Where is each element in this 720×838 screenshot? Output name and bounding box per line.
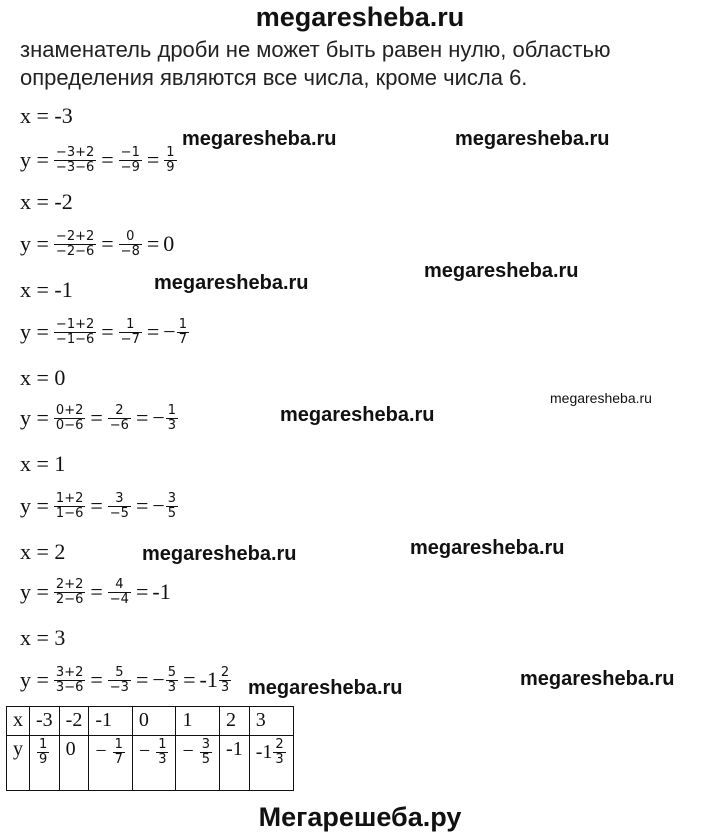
table-cell: -1 $\frac{2}{3}$: [249, 736, 293, 791]
y-calculation: y = $\frac{-2+2}{-2-6}$ = $\frac{0}{-8}$ = 0: [20, 228, 175, 259]
y-calculation: y = $\frac{3+2}{3-6}$ = $\frac{5}{-3}$ = − $\frac{5}{3}$ = -1 $\frac{2}{3}$: [20, 660, 232, 700]
fraction: $\frac{1}{3}$: [167, 402, 177, 433]
watermark: megaresheba.ru: [142, 543, 297, 565]
y-calculation: y = $\frac{-1+2}{-1-6}$ = $\frac{1}{-7}$ = − $\frac{1}{7}$: [20, 316, 187, 347]
mixed-number: -1 $\frac{2}{3}$: [199, 664, 230, 695]
fraction: $\frac{0}{-8}$: [120, 228, 140, 259]
x-value-line: x = 1: [20, 451, 66, 476]
fraction: $\frac{-3+2}{-3-6}$: [55, 144, 95, 175]
site-header: megaresheba.ru: [255, 2, 465, 32]
watermark: megaresheba.ru: [550, 390, 652, 406]
x-value-line: x = -3: [20, 103, 73, 128]
y-calculation: y = $\frac{-3+2}{-3-6}$ = $\frac{-1}{-9}$ = $\frac{1}{9}$: [20, 144, 175, 175]
table-cell: − $\frac{1}{3}$: [132, 736, 176, 791]
fraction: $\frac{-2+2}{-2-6}$: [55, 228, 95, 259]
x-value-line: x = 3: [20, 625, 66, 650]
table-cell: $\frac{1}{9}$: [30, 736, 60, 791]
fraction: $\frac{1+2}{1-6}$: [55, 490, 84, 521]
table-cell: 0: [132, 707, 176, 736]
x-value-line: x = -1: [20, 277, 73, 302]
y-label: y =: [20, 147, 49, 172]
fraction: $\frac{3}{-5}$: [109, 490, 129, 521]
intro-text: знаменатель дроби не может быть равен нулю, областью определения являются все числа, кроме числа 6.: [20, 37, 611, 90]
watermark: megaresheba.ru: [455, 128, 610, 150]
fraction: $\frac{5}{3}$: [167, 664, 177, 695]
fraction: $\frac{5}{-3}$: [109, 664, 129, 695]
watermark: megaresheba.ru: [248, 677, 403, 699]
fraction: $\frac{1}{9}$: [166, 144, 175, 175]
table-cell: − $\frac{1}{7}$: [89, 736, 133, 791]
table-cell: -1: [220, 736, 250, 791]
table-cell: − $\frac{3}{5}$: [176, 736, 220, 791]
fraction: $\frac{1}{-7}$: [120, 316, 140, 347]
watermark: megaresheba.ru: [410, 537, 565, 559]
x-value-line: x = 2: [20, 539, 66, 564]
watermark: megaresheba.ru: [182, 128, 337, 150]
y-calculation: y = $\frac{2+2}{2-6}$ = $\frac{4}{-4}$ = -1: [20, 576, 171, 607]
table-header-cell: x: [7, 707, 30, 736]
table-header-cell: y: [7, 736, 30, 791]
values-table: [6, 706, 294, 791]
x-value-line: x = -2: [20, 189, 73, 214]
fraction: $\frac{-1}{-9}$: [120, 144, 140, 175]
watermark: megaresheba.ru: [520, 668, 675, 690]
table-row-y: [7, 736, 294, 791]
fraction: $\frac{0+2}{0-6}$: [55, 402, 84, 433]
table-cell: 3: [249, 707, 293, 736]
watermark: megaresheba.ru: [424, 260, 579, 282]
fraction: $\frac{3+2}{3-6}$: [55, 664, 84, 695]
table-row-x: [7, 707, 294, 736]
table-cell: -3: [30, 707, 60, 736]
site-footer: Мегарешеба.ру: [258, 802, 462, 832]
table-cell: 2: [220, 707, 250, 736]
fraction: $\frac{4}{-4}$: [109, 576, 129, 607]
table-cell: -2: [59, 707, 89, 736]
table-cell: -1: [89, 707, 133, 736]
fraction: $\frac{3}{5}$: [167, 490, 177, 521]
watermark: megaresheba.ru: [154, 272, 309, 294]
watermark: megaresheba.ru: [280, 404, 435, 426]
table-cell: 0: [59, 736, 89, 791]
x-value-line: x = 0: [20, 365, 66, 390]
y-calculation: y = $\frac{0+2}{0-6}$ = $\frac{2}{-6}$ = − $\frac{1}{3}$: [20, 402, 177, 433]
table-cell: 1: [176, 707, 220, 736]
fraction: $\frac{2}{-6}$: [109, 402, 129, 433]
y-calculation: y = $\frac{1+2}{1-6}$ = $\frac{3}{-5}$ = − $\frac{3}{5}$: [20, 490, 177, 521]
fraction: $\frac{1}{7}$: [178, 316, 187, 347]
fraction: $\frac{2+2}{2-6}$: [55, 576, 84, 607]
fraction: $\frac{-1+2}{-1-6}$: [55, 316, 95, 347]
